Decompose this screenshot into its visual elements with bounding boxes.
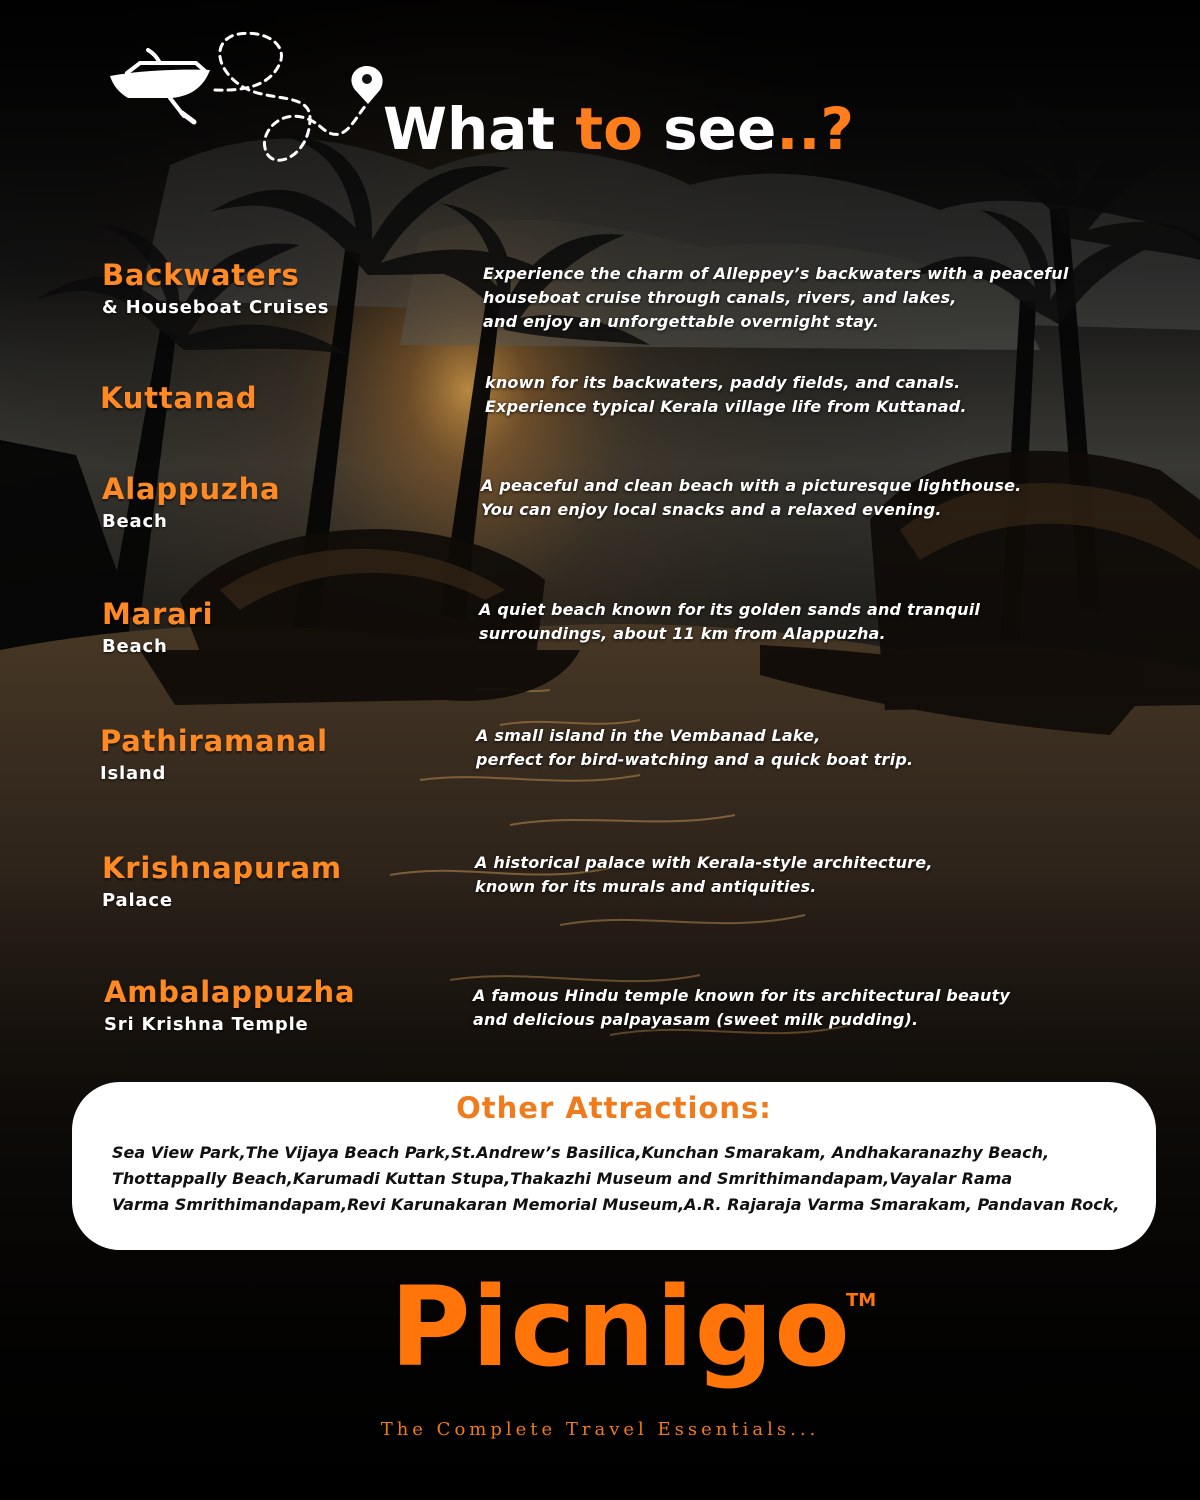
brand-name: Picnigo <box>390 1263 851 1391</box>
attraction-title: Krishnapuram <box>102 851 342 885</box>
title-question: ..? <box>776 95 855 163</box>
page-title <box>383 95 855 163</box>
attraction-subtitle: & Houseboat Cruises <box>102 296 330 318</box>
attraction-kuttanad <box>100 381 257 416</box>
description-line: perfect for bird-watching and a quick boat trip. <box>476 750 914 769</box>
description-line: A small island in the Vembanad Lake, <box>476 726 821 745</box>
description-line: A quiet beach known for its golden sands and tranquil <box>479 600 981 619</box>
description-line: You can enjoy local snacks and a relaxed evening. <box>481 500 942 519</box>
location-pin-icon <box>351 66 382 104</box>
attraction-subtitle: Sri Krishna Temple <box>104 1013 309 1035</box>
title-what: What <box>383 95 556 163</box>
description-line: surroundings, about 11 km from Alappuzha. <box>479 624 886 643</box>
attraction-description <box>485 371 967 419</box>
attraction-description <box>481 474 1021 522</box>
attraction-title: Backwaters <box>102 258 300 292</box>
rowboat-icon <box>110 50 210 122</box>
description-line: Experience typical Kerala village life from Kuttanad. <box>485 397 967 416</box>
description-line: houseboat cruise through canals, rivers, and lakes, <box>483 288 957 307</box>
attraction-pathiramanal-island <box>100 724 328 784</box>
attraction-subtitle: Beach <box>102 635 168 657</box>
description-line: A peaceful and clean beach with a picturesque lighthouse. <box>481 476 1022 495</box>
attraction-backwaters <box>102 258 329 318</box>
description-line: A famous Hindu temple known for its architectural beauty <box>473 986 1011 1005</box>
attraction-alappuzha-beach <box>102 472 280 532</box>
attraction-ambalappuzha-temple <box>104 975 355 1035</box>
other-attractions-line: Thottappally Beach,Karumadi Kuttan Stupa,Thakazhi Museum and Smrithimandapam,Vayalar Rama <box>112 1169 1013 1188</box>
description-line: A historical palace with Kerala-style architecture, <box>475 853 933 872</box>
attraction-title: Alappuzha <box>102 472 281 506</box>
attraction-description <box>475 851 933 899</box>
other-attractions-card <box>72 1082 1156 1250</box>
description-line: known for its backwaters, paddy fields, and canals. <box>485 373 961 392</box>
description-line: known for its murals and antiquities. <box>475 877 817 896</box>
title-see: see <box>663 95 777 163</box>
brand-tagline: The Complete Travel Essentials... <box>380 1419 820 1440</box>
description-line: Experience the charm of Alleppey’s backwaters with a peaceful <box>483 264 1069 283</box>
description-line: and enjoy an unforgettable overnight stay. <box>483 312 880 331</box>
title-to: to <box>575 95 643 163</box>
attraction-subtitle: Palace <box>102 889 173 911</box>
attraction-title: Kuttanad <box>100 381 258 415</box>
dashed-path <box>215 33 368 160</box>
attraction-marari-beach <box>102 597 213 657</box>
attraction-title: Ambalappuzha <box>104 975 356 1009</box>
other-attractions-line: Varma Smrithimandapam,Revi Karunakaran Memorial Museum,A.R. Rajaraja Varma Smarakam, Pandavan Rock, <box>112 1195 1120 1214</box>
other-attractions-line: Sea View Park,The Vijaya Beach Park,St.Andrew’s Basilica,Kunchan Smarakam, Andhakaranazhy Beach, <box>112 1143 1050 1162</box>
description-line: and delicious palpayasam (sweet milk pudding). <box>473 1010 919 1029</box>
attraction-description <box>483 262 1069 334</box>
other-attractions-list <box>112 1140 1146 1218</box>
boat-route-illustration <box>100 8 420 198</box>
other-attractions-title: Other Attractions: <box>456 1091 772 1125</box>
trademark-mark: TM <box>846 1290 877 1311</box>
attraction-subtitle: Beach <box>102 510 168 532</box>
attraction-subtitle: Island <box>100 762 167 784</box>
attraction-description <box>473 984 1010 1032</box>
attraction-description <box>476 724 913 772</box>
attraction-title: Pathiramanal <box>100 724 328 758</box>
attraction-title: Marari <box>102 597 214 631</box>
attraction-description <box>479 598 980 646</box>
attraction-krishnapuram-palace <box>102 851 342 911</box>
